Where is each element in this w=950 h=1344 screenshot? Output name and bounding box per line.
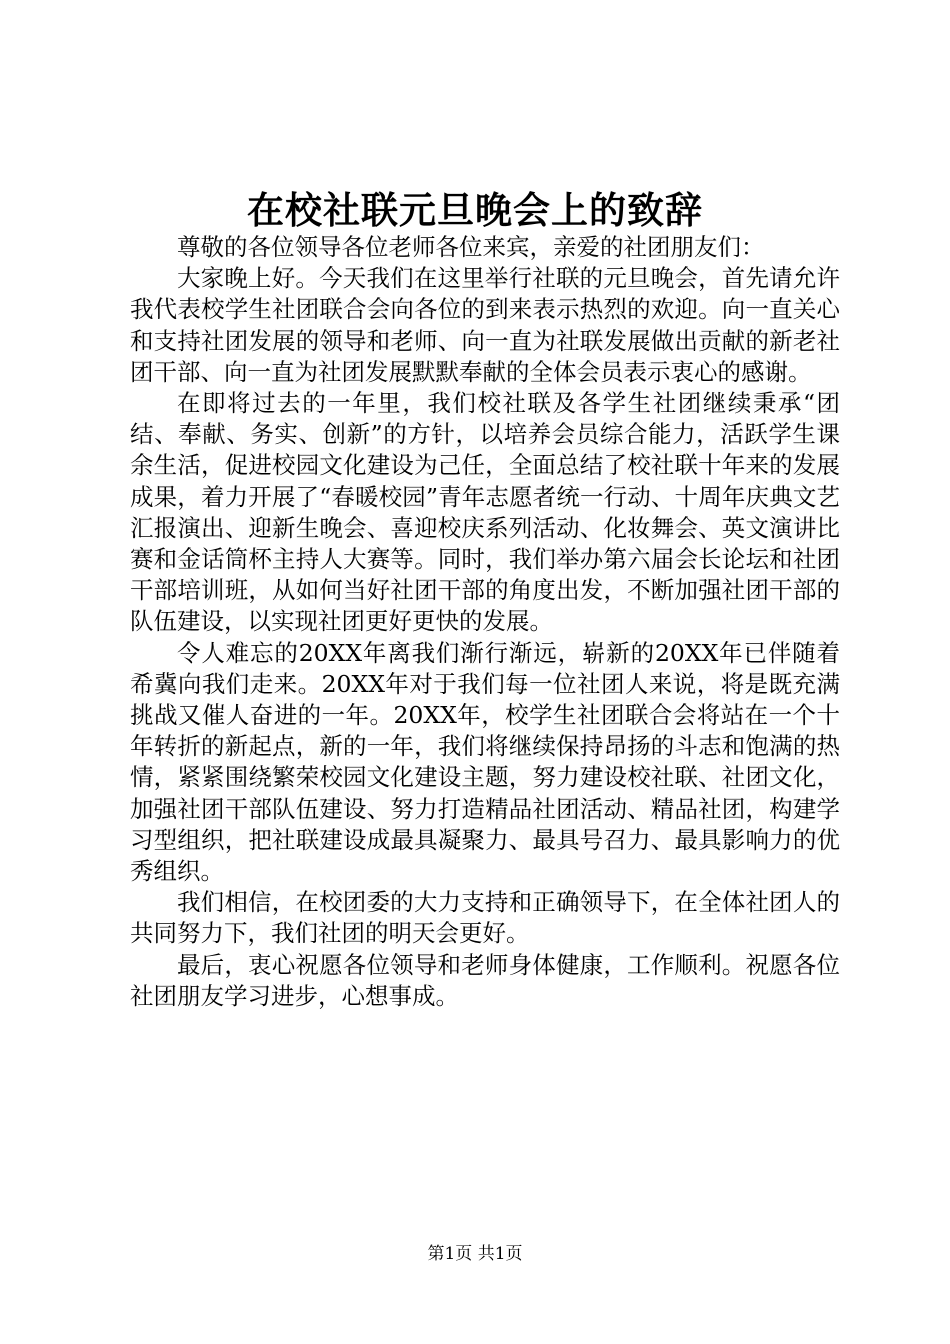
paragraph-closing: 最后，衷心祝愿各位领导和老师身体健康，工作顺利。祝愿各位社团朋友学习进步，心想事成。 (130, 950, 840, 1010)
paragraph-review: 在即将过去的一年里，我们校社联及各学生社团继续秉承“团结、奉献、务实、创新”的方针，以培养会员综合能力，活跃学生课余生活，促进校园文化建设为己任，全面总结了校社联十年来的发展成果，着力开展了“春暖校园”青年志愿者统一行动、十周年庆典文艺汇报演出、迎新生晚会、喜迎校庆系列活动、化妆舞会、英文演讲比赛和金话筒杯主持人大赛等。同时，我们举办第六届会长论坛和社团干部培训班，从如何当好社团干部的角度出发，不断加强社团干部的队伍建设，以实现社团更好更快的发展。 (130, 389, 840, 636)
page-footer: 第1页 共1页 (427, 1244, 523, 1264)
paragraph-welcome: 大家晚上好。今天我们在这里举行社联的元旦晚会，首先请允许我代表校学生社团联合会向各位的到来表示热烈的欢迎。向一直关心和支持社团发展的领导和老师、向一直为社联发展做出贡献的新老社团干部、向一直为社团发展默默奉献的全体会员表示衷心的感谢。 (130, 264, 840, 386)
document-title: 在校社联元旦晚会上的致辞 (247, 188, 703, 232)
document-body (130, 232, 840, 1012)
paragraph-salutation: 尊敬的各位领导各位老师各位来宾，亲爱的社团朋友们： (177, 233, 765, 261)
paragraph-belief: 我们相信，在校团委的大力支持和正确领导下，在全体社团人的共同努力下，我们社团的明天会更好。 (130, 888, 840, 948)
paragraph-outlook: 令人难忘的20XX年离我们渐行渐远，崭新的20XX年已伴随着希冀向我们走来。20XX年对于我们每一位社团人来说，将是既充满挑战又催人奋进的一年。20XX年，校学生社团联合会将站在一个十年转折的新起点，新的一年，我们将继续保持昂扬的斗志和饱满的热情，紧紧围绕繁荣校园文化建设主题，努力建设校社联、社团文化，加强社团干部队伍建设、努力打造精品社团活动、精品社团，构建学习型组织，把社联建设成最具凝聚力、最具号召力、最具影响力的优秀组织。 (130, 638, 840, 886)
